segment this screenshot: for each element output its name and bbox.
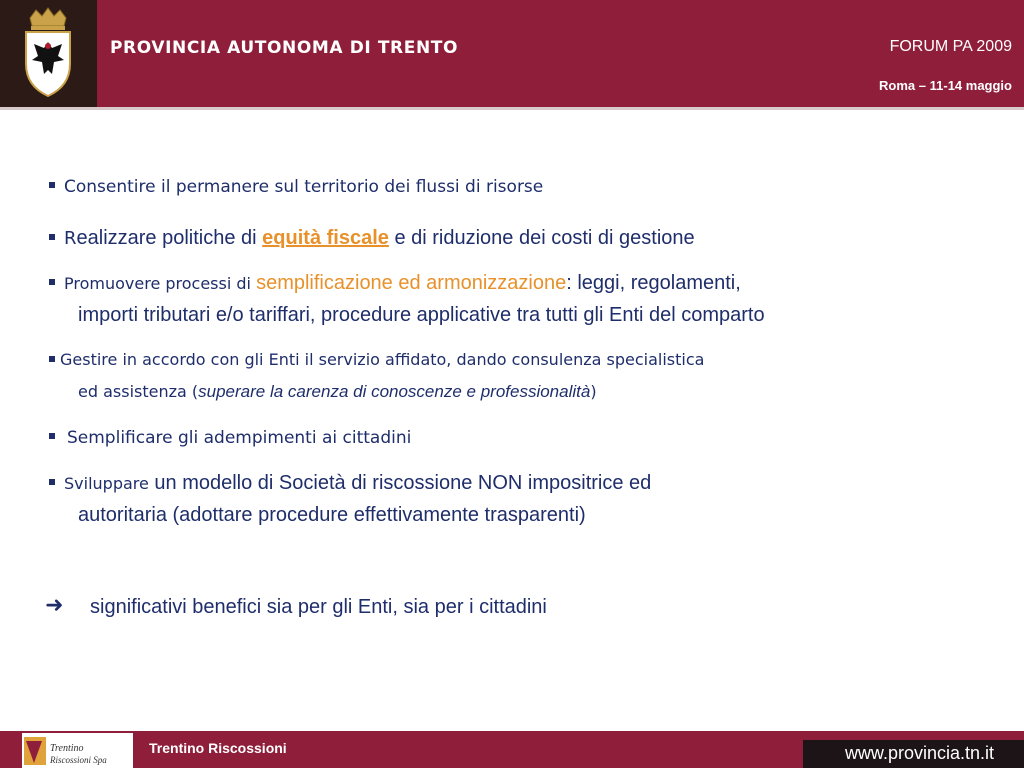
arrow-right-icon: ➜ <box>45 593 64 618</box>
bullet-text-cont: e di riduzione dei costi di gestione <box>388 227 695 249</box>
highlight-equita-fiscale: equità fiscale <box>262 227 389 249</box>
bullet-text: ed assistenza ( <box>78 382 199 401</box>
logo-text-2: Riscossioni Spa <box>50 755 107 765</box>
bullet-text-cont: : leggi, regolamenti, <box>566 272 741 294</box>
bullet-text: Gestire in accordo con gli Enti il servizio affidato, dando consulenza specialistica <box>60 350 705 369</box>
bullet-square-icon <box>49 234 55 240</box>
bullet-text: Sviluppare <box>64 474 149 493</box>
organization-title: PROVINCIA AUTONOMA DI TRENTO <box>110 38 459 58</box>
bullet-text-initial: R <box>64 228 77 249</box>
bullet-text-cont: un modello di Società di riscossione NON impositrice ed <box>148 472 652 494</box>
bullet-item <box>49 272 741 295</box>
conclusion-text: significativi benefici sia per gli Enti, sia per i cittadini <box>90 596 547 618</box>
bullet-square-icon <box>49 479 55 485</box>
bullet-text-italic: superare la carenza di conoscenze e professionalità <box>198 382 591 401</box>
bullet-text-close: ) <box>590 382 597 401</box>
footer-company: Trentino Riscossioni <box>149 740 287 756</box>
bullet-text: Consentire il permanere sul territorio dei flussi di risorse <box>64 177 544 197</box>
trentino-riscossioni-logo <box>22 733 133 768</box>
bullet-item <box>49 428 411 448</box>
logo-emblem-icon <box>22 733 133 768</box>
bullet-text: ealizzare politiche di <box>76 227 263 249</box>
bullet-square-icon <box>49 433 55 439</box>
bullet-item <box>49 472 651 495</box>
bullet-item <box>49 227 695 250</box>
bullet-continuation: autoritaria (adottare procedure effettivamente trasparenti) <box>78 504 586 526</box>
bullet-continuation: importi tributari e/o tariffari, procedure applicative tra tutti gli Enti del comparto <box>78 304 765 326</box>
bullet-continuation <box>78 382 597 402</box>
bullet-square-icon <box>49 182 55 188</box>
bullet-square-icon <box>49 279 55 285</box>
event-date: Roma – 11-14 maggio <box>879 78 1012 93</box>
bullet-square-icon <box>49 356 55 362</box>
highlight-semplificazione: semplificazione ed armonizzazione <box>256 272 567 294</box>
footer-website-link[interactable]: www.provincia.tn.it <box>844 743 994 763</box>
bullet-text: Promuovere processi di <box>64 274 257 293</box>
logo-text-1: Trentino <box>50 743 84 754</box>
bullet-text: Semplificare gli adempimenti ai cittadini <box>67 428 412 448</box>
bullet-item <box>49 177 543 197</box>
event-name: FORUM PA 2009 <box>889 38 1012 55</box>
bullet-item <box>49 350 704 369</box>
